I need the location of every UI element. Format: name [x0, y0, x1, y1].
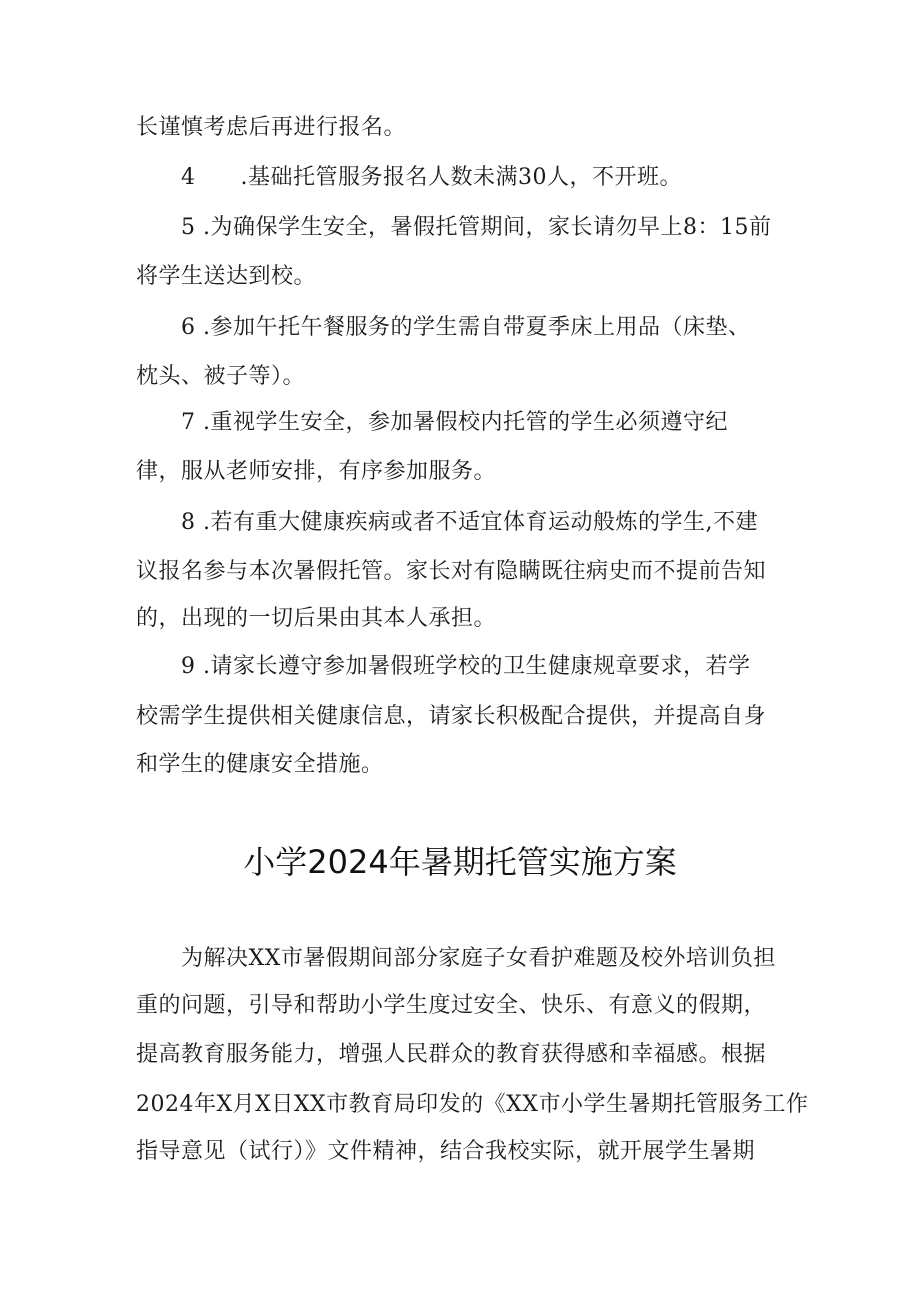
- paragraph-line: 律，服从老师安排，有序参加服务。: [136, 459, 497, 484]
- paragraph-line: 议报名参与本次暑假托管。家长对有隐瞒既往病史而不提前告知: [136, 559, 767, 584]
- paragraph-line: 2024年X月X日XX市教育局印发的《XX市小学生暑期托管服务工作: [136, 1092, 809, 1117]
- paragraph-line: 重的问题，引导和帮助小学生度过安全、快乐、有意义的假期，: [136, 993, 767, 1018]
- paragraph-line: 指导意见（试行）》文件精神，结合我校实际，就开展学生暑期: [136, 1139, 756, 1164]
- list-item-4: 4 .基础托管服务报名人数未满30人，不开班。: [181, 165, 682, 190]
- list-item-7: 7 .重视学生安全，参加暑假校内托管的学生必须遵守纪: [181, 410, 728, 435]
- list-item-8: 8 .若有重大健康疾病或者不适宜体育运动般炼的学生,不建: [181, 510, 758, 535]
- paragraph-line: 校需学生提供相关健康信息，请家长积极配合提供，并提高自身: [136, 704, 767, 729]
- document-title: 小学2024年暑期托管实施方案: [243, 843, 677, 881]
- paragraph-line: 将学生送达到校。: [136, 264, 317, 289]
- paragraph-line: 和学生的健康安全措施。: [136, 752, 384, 777]
- list-item-6: 6 .参加午托午餐服务的学生需自带夏季床上用品（床垫、: [181, 315, 751, 340]
- paragraph-line: 为解决XX市暑假期间部分家庭子女看护难题及校外培训负担: [181, 946, 776, 971]
- list-item-9: 9 .请家长遵守参加暑假班学校的卫生健康规章要求，若学: [181, 654, 751, 679]
- paragraph-line: 枕头、被子等）。: [136, 364, 306, 389]
- paragraph-line: 长谨慎考虑后再进行报名。: [136, 115, 407, 140]
- paragraph-line: 的，出现的一切后果由其本人承担。: [136, 606, 497, 631]
- paragraph-line: 提高教育服务能力，增强人民群众的教育获得感和幸福感。根据: [136, 1042, 767, 1067]
- list-item-5: 5 .为确保学生安全，暑假托管期间，家长请勿早上8：15前: [181, 215, 772, 240]
